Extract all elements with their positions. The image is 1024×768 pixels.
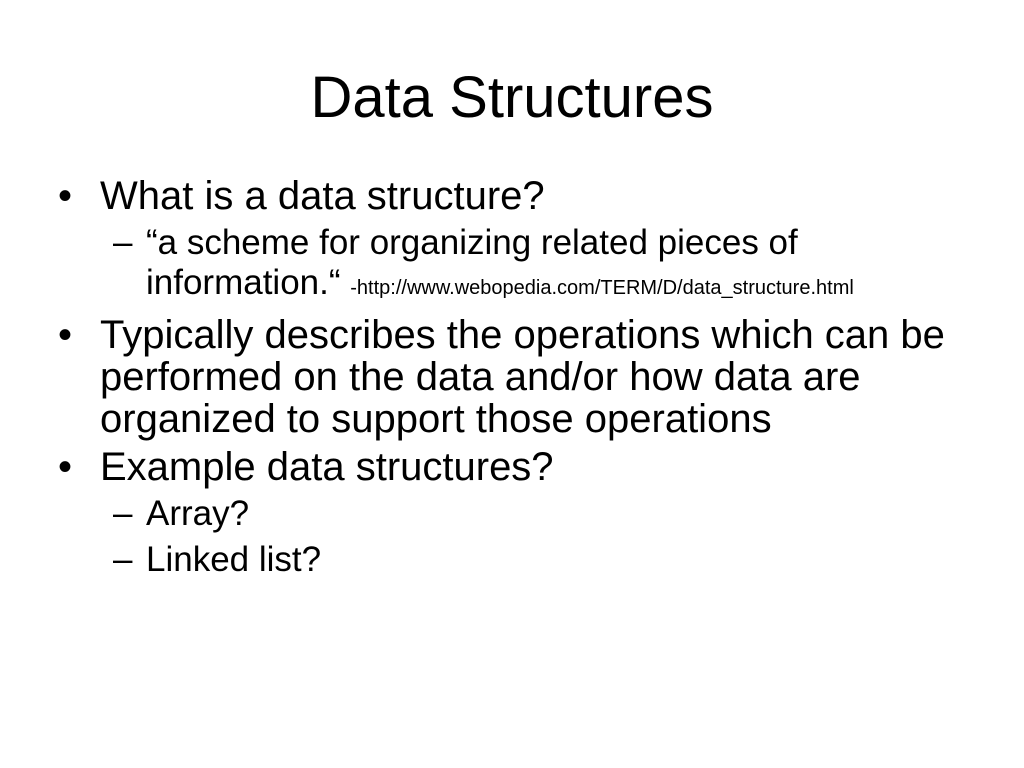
dash-icon: –	[113, 540, 133, 579]
bullet-text: Example data structures?	[100, 445, 554, 489]
bullet-text: Typically describes the operations which can be performed on the data and/or how data are organized to support those operations	[100, 313, 945, 441]
sub-bullet-text: Array?	[146, 494, 250, 533]
bullet-item	[58, 314, 958, 440]
sub-bullet-item	[58, 540, 958, 580]
sub-bullet-item	[58, 494, 958, 534]
bullet-icon: •	[58, 313, 73, 357]
slide-title: Data Structures	[310, 65, 714, 130]
dash-icon: –	[113, 494, 133, 533]
slide-body	[58, 175, 958, 586]
sub-bullet-text: Linked list?	[146, 540, 322, 579]
bullet-item	[58, 175, 958, 217]
dash-icon: –	[113, 223, 133, 262]
sub-bullet-text: “a scheme for organizing related pieces of information.“	[146, 223, 798, 302]
bullet-item	[58, 446, 958, 488]
bullet-icon: •	[58, 445, 73, 489]
sub-bullet-item	[58, 223, 958, 308]
bullet-icon: •	[58, 174, 73, 218]
bullet-text: What is a data structure?	[100, 174, 545, 218]
source-citation: -http://www.webopedia.com/TERM/D/data_structure.html	[350, 277, 854, 299]
